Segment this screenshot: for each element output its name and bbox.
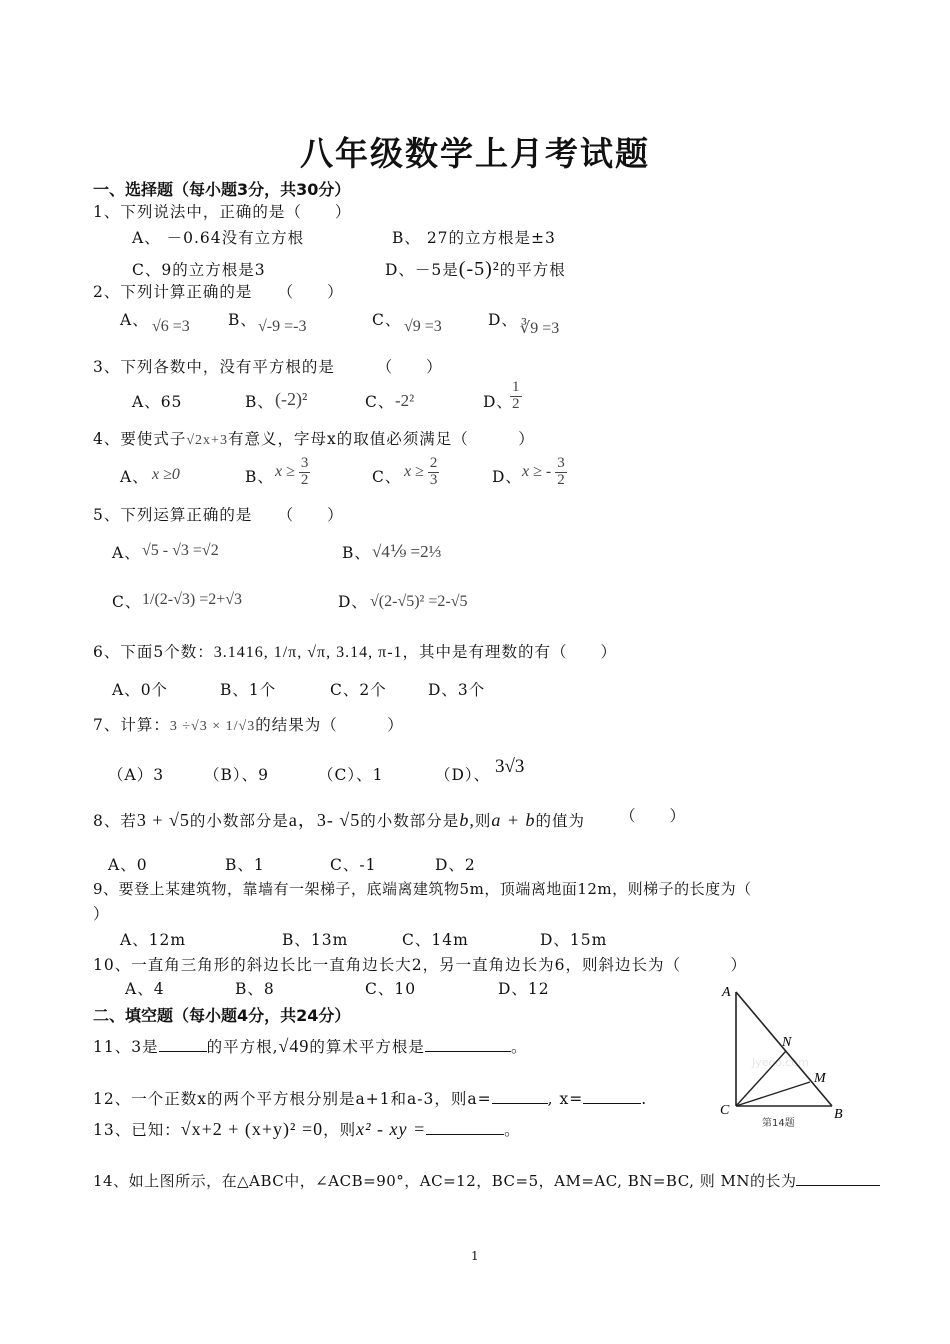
q2-a-math: √6 =3 [152, 318, 190, 335]
q13-stem: 13、已知：√x+2 + (x+y)² =0，则x² - xy = 。 [93, 1119, 521, 1139]
q5-stem: 5、下列运算正确的是 （ ） [93, 506, 344, 524]
q4-a-math: x ≥0 [152, 466, 180, 483]
section-heading-choice: 一、选择题（每小题3分，共30分） [93, 180, 351, 199]
q3-option-a: A、65 [132, 393, 183, 411]
q10-option-a: A、4 [125, 980, 165, 998]
q5-b-math: √4⅑ =2⅓ [372, 542, 442, 561]
q6-option-d: D、3个 [428, 681, 486, 699]
q3-option-b: B、 [245, 393, 274, 411]
q2-option-d: D、 [488, 311, 518, 329]
q14-blank [796, 1185, 880, 1186]
q7-stem: 7、计算：3 ÷√3 × 1/√3的结果为（ ） [93, 716, 404, 734]
q4-stem: 4、要使式子√2x+3有意义，字母x的取值必须满足（ ） [93, 430, 535, 448]
q4-d-math: x ≥ - $\frac{3}{2}$ [522, 455, 565, 488]
q3-c-math: -2² [395, 391, 415, 410]
q7-stem-math: 3 ÷√3 × 1/√3 [169, 719, 256, 734]
q8-stem: 8、若3 + √5的小数部分是a，3- √5的小数部分是b,则a + b的值为 [93, 810, 585, 830]
q2-option-b: B、 [228, 311, 257, 329]
q1-option-a: A、 －0.64没有立方根 [132, 229, 305, 247]
q9-option-b: B、13m [282, 931, 349, 949]
q2-c-math: √9 =3 [404, 318, 442, 335]
q4-option-d: D、 [492, 468, 522, 486]
q10-option-b: B、8 [235, 980, 275, 998]
q4-b-math: x ≥ $\frac{3}{2}$ [275, 455, 309, 488]
q4-option-c: C、 [372, 468, 402, 486]
q5-a-math: √5 - √3 =√2 [142, 542, 219, 559]
q1-stem: 1、下列说法中，正确的是（ ） [93, 203, 352, 221]
q13-math: √x+2 + (x+y)² =0 [180, 1119, 324, 1139]
q14-stem: 14、如上图所示，在△ABC中，∠ACB=90°，AC=12，BC=5，AM=AC, BN=BC, 则 MN的长为 [93, 1170, 880, 1191]
q5-option-c: C、 [112, 593, 142, 611]
q1-option-c: C、9的立方根是3 [132, 261, 266, 279]
figure-watermark: Jyeoo.com [752, 1056, 809, 1069]
q2-d-math: ∛9 =3 [520, 320, 560, 337]
q10-option-c: C、10 [365, 980, 417, 998]
q9-stem: 9、要登上某建筑物，靠墙有一架梯子，底端离建筑物5m，顶端离地面12m，则梯子的长度为（ [93, 880, 752, 898]
label-M: M [814, 1071, 826, 1086]
label-A: A [722, 985, 731, 1000]
q3-b-math: (-2)² [275, 389, 308, 409]
q5-option-b: B、 [342, 544, 371, 562]
q5-c-math: 1/(2-√3) =2+√3 [142, 591, 243, 608]
q2-b-math: √-9 =-3 [258, 318, 307, 335]
q9-option-c: C、14m [402, 931, 469, 949]
q8-answer-paren: （ ） [620, 807, 687, 825]
q10-stem: 10、一直角三角形的斜边长比一直角边长大2，另一直角边长为6，则斜边长为（ ） [93, 956, 747, 974]
q8-option-b: B、1 [225, 856, 265, 874]
q1-option-b: B、 27的立方根是±3 [392, 229, 556, 247]
q1-d-math: (-5)² [458, 258, 500, 280]
q4-option-b: B、 [245, 468, 274, 486]
q2-stem: 2、下列计算正确的是 （ ） [93, 283, 344, 301]
q11-math: √49 [278, 1036, 310, 1056]
q11-blank-1 [159, 1051, 207, 1052]
q6-stem-math: 3.1416, 1/π, √π, 3.14, π-1 [213, 644, 403, 661]
q7-option-a: （A）3 [108, 766, 165, 784]
q11-stem: 11、3是 的平方根,√49的算术平方根是 。 [93, 1036, 528, 1056]
page-number: 1 [471, 1249, 479, 1263]
label-N: N [782, 1035, 792, 1050]
q11-blank-2 [425, 1051, 511, 1052]
q12-stem: 12、一个正数x的两个平方根分别是a+1和a-3，则a= , x= . [93, 1090, 648, 1108]
q7-option-c: （C）、1 [318, 766, 384, 784]
q6-stem: 6、下面5个数：3.1416, 1/π, √π, 3.14, π-1，其中是有理数的有（ ） [93, 643, 618, 661]
q5-option-d: D、 [338, 593, 368, 611]
q4-c-math: x ≥ $\frac{2}{3}$ [404, 455, 438, 488]
q7-d-math: 3√3 [495, 756, 525, 777]
q9-option-d: D、15m [540, 931, 608, 949]
q12-blank-x [583, 1103, 641, 1104]
figure-caption: 第14题 [762, 1118, 795, 1129]
label-B: B [834, 1107, 843, 1122]
q8-option-d: D、2 [435, 856, 476, 874]
q6-option-c: C、2个 [330, 681, 387, 699]
q1-option-d: D、－5是(-5)²的平方根 [385, 258, 566, 280]
q3-stem: 3、下列各数中，没有平方根的是 （ ） [93, 358, 443, 376]
section-heading-fill: 二、填空题（每小题4分，共24分） [93, 1006, 351, 1025]
q8-option-a: A、0 [108, 856, 148, 874]
q2-option-a: A、 [120, 311, 149, 329]
q4-option-a: A、 [120, 468, 149, 486]
q6-option-b: B、1个 [220, 681, 277, 699]
q4-stem-math: √2x+3 [186, 433, 228, 448]
q7-option-d: （D）、 [435, 766, 491, 784]
triangle-figure [712, 978, 862, 1130]
q6-option-a: A、0个 [112, 681, 169, 699]
q13-blank [426, 1134, 504, 1135]
label-C: C [720, 1103, 730, 1118]
q12-blank-a [492, 1103, 548, 1104]
q3-option-c: C、 [365, 393, 395, 411]
q5-option-a: A、 [112, 544, 141, 562]
q3-d-fraction: $\frac{1}{2}$ [512, 379, 520, 412]
q8-option-c: C、-1 [330, 856, 377, 874]
q13-math-2: x² - xy = [356, 1119, 427, 1139]
page-title: 八年级数学上月考试题 [300, 134, 650, 173]
q2-option-c: C、 [372, 311, 402, 329]
q9-stem-cont: ） [93, 905, 110, 923]
q7-option-b: （B）、9 [204, 766, 270, 784]
q9-option-a: A、12m [120, 931, 187, 949]
q3-option-d: D、 [483, 393, 513, 411]
q10-option-d: D、12 [498, 980, 550, 998]
q5-d-math: √(2-√5)² =2-√5 [370, 593, 468, 610]
